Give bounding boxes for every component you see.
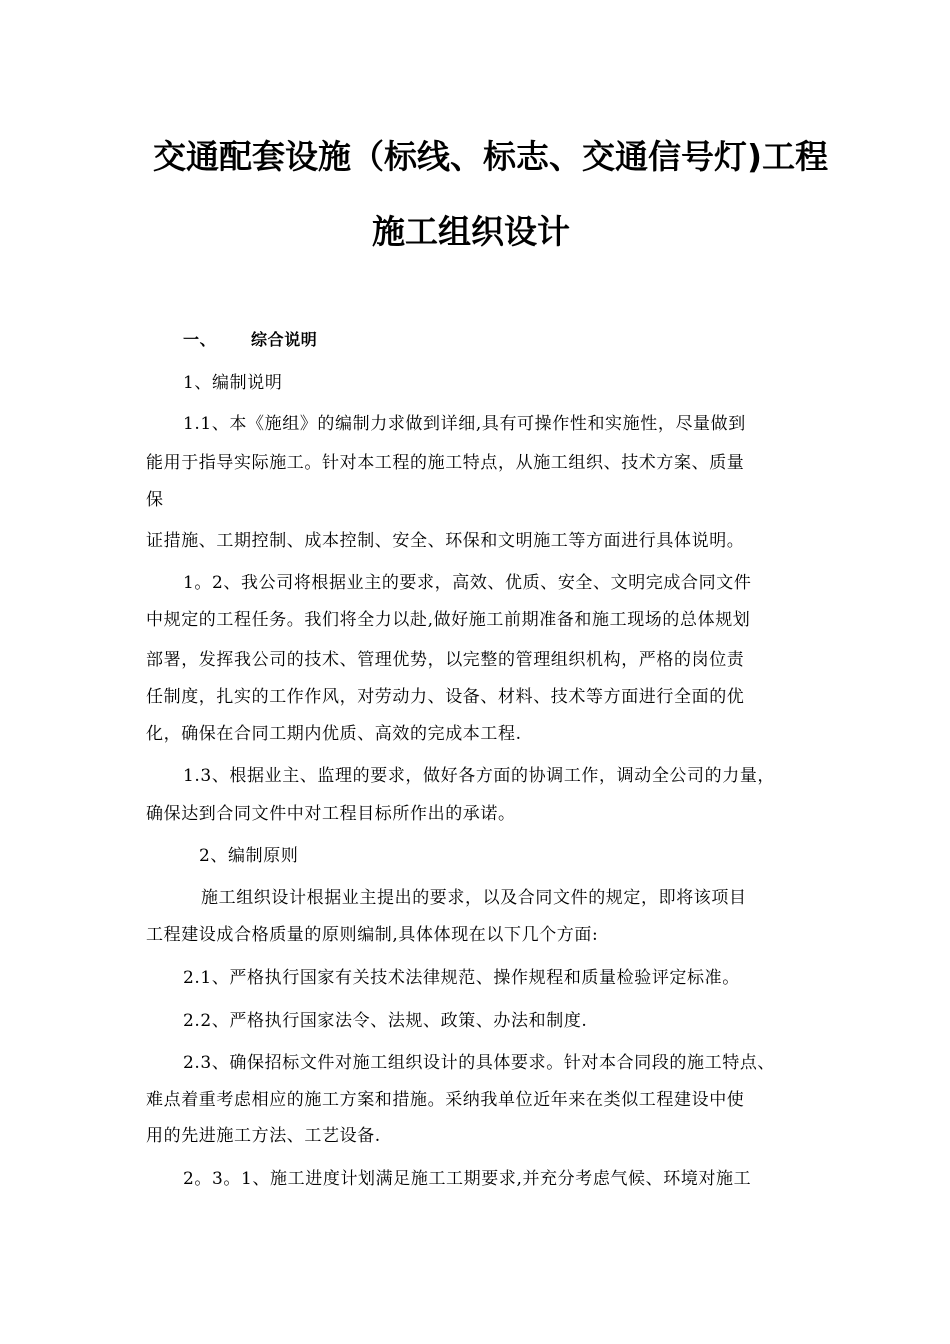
paragraph-line: 2.3、确保招标文件对施工组织设计的具体要求。针对本合同段的施工特点、: [183, 1053, 776, 1073]
paragraph-line: 1、编制说明: [183, 373, 283, 393]
paragraph-line: 用的先进施工方法、工艺设备.: [146, 1126, 381, 1146]
paragraph-line: 施工组织设计根据业主提出的要求，以及合同文件的规定，即将该项目: [201, 888, 747, 908]
section-1-number: 一、: [183, 330, 217, 349]
paragraph-line: 确保达到合同文件中对工程目标所作出的承诺。: [146, 804, 516, 824]
paragraph-line: 2.2、严格执行国家法令、法规、政策、办法和制度.: [183, 1011, 588, 1031]
section-1-title: 综合说明: [251, 330, 318, 349]
paragraph-line: 部署，发挥我公司的技术、管理优势，以完整的管理组织机构，严格的岗位责: [146, 650, 745, 670]
paragraph-line: 中规定的工程任务。我们将全力以赴,做好施工前期准备和施工现场的总体规划: [146, 610, 751, 630]
paragraph-line: 工程建设成合格质量的原则编制,具体体现在以下几个方面:: [146, 925, 599, 945]
document-title-line-1: 交通配套设施（标线、标志、交通信号灯)工程: [153, 137, 829, 176]
paragraph-line: 1。2、我公司将根据业主的要求，高效、优质、安全、文明完成合同文件: [183, 573, 752, 593]
document-title-line-2: 施工组织设计: [372, 212, 570, 251]
paragraph-line: 1.1、本《施组》的编制力求做到详细,具有可操作性和实施性，尽量做到: [183, 414, 746, 434]
paragraph-line: 任制度，扎实的工作作风，对劳动力、设备、材料、技术等方面进行全面的优: [146, 687, 745, 707]
paragraph-line: 2、编制原则: [199, 846, 299, 866]
paragraph-line: 难点着重考虑相应的施工方案和措施。采纳我单位近年来在类似工程建设中使: [146, 1090, 745, 1110]
paragraph-line: 证措施、工期控制、成本控制、安全、环保和文明施工等方面进行具体说明。: [146, 531, 745, 551]
paragraph-line: 1.3、根据业主、监理的要求，做好各方面的协调工作，调动全公司的力量，: [183, 766, 776, 786]
paragraph-line: 2.1、严格执行国家有关技术法律规范、操作规程和质量检验评定标准。: [183, 968, 740, 988]
paragraph-line: 化，确保在合同工期内优质、高效的完成本工程.: [146, 724, 522, 744]
paragraph-line: 保: [146, 490, 164, 510]
paragraph-line: 2。3。1、施工进度计划满足施工工期要求,并充分考虑气候、环境对施工: [183, 1169, 752, 1189]
paragraph-line: 能用于指导实际施工。针对本工程的施工特点，从施工组织、技术方案、质量: [146, 453, 745, 473]
